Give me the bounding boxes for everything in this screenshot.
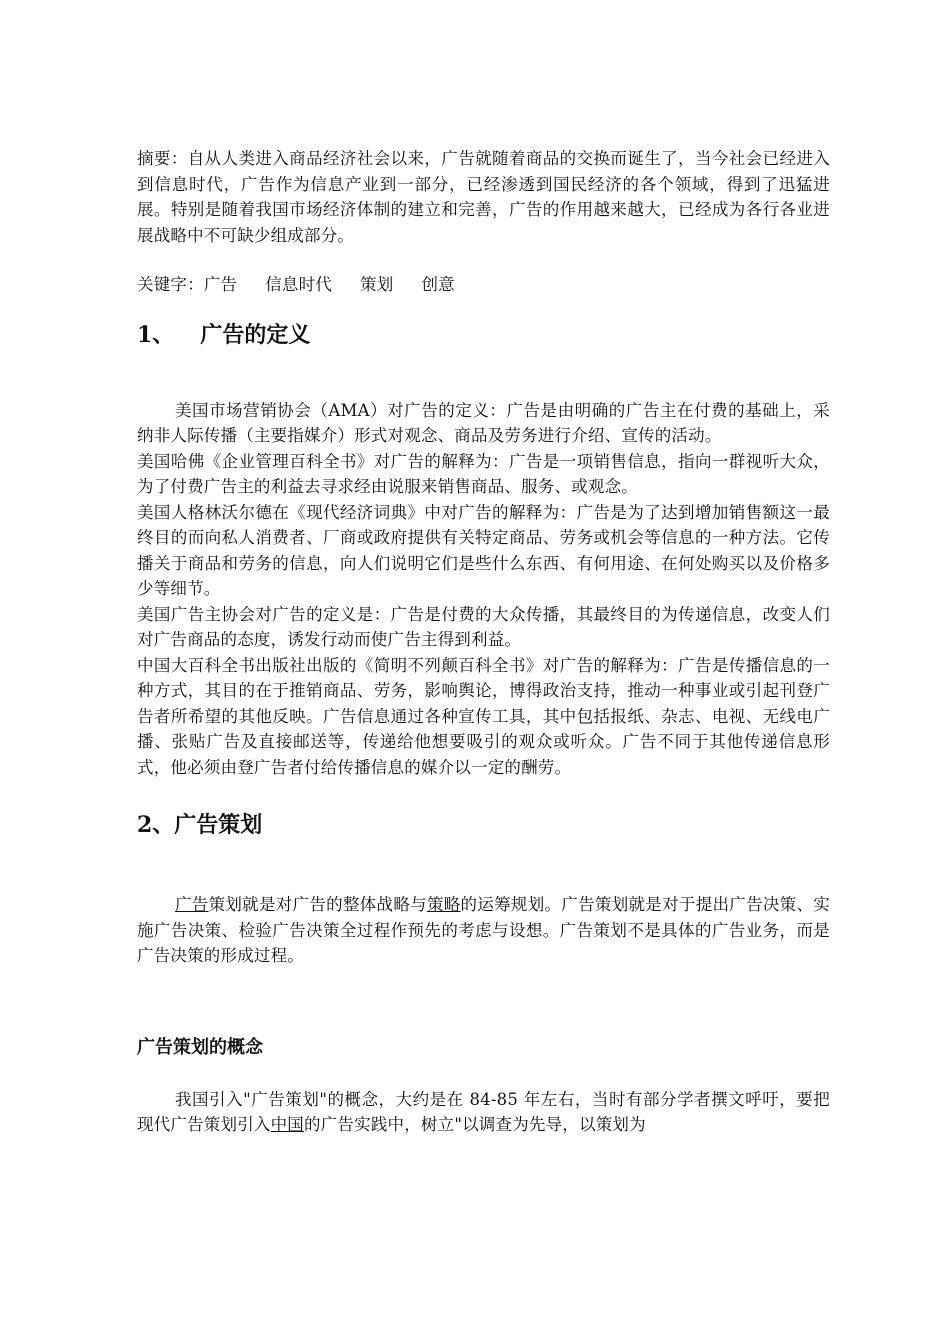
keywords-line (137, 272, 830, 298)
section-1-number: 1、 (137, 321, 175, 348)
abstract-paragraph: 摘要：自从人类进入商品经济社会以来，广告就随着商品的交换而诞生了，当今社会已经进入到信息时代，广告作为信息产业到一部分，已经渗透到国民经济的各个领域，得到了迅猛进展。特别是随着我国市场经济体制的建立和完善，广告的作用越来越大，已经成为各行各业进展战略中不可缺少组成部分。 (137, 149, 830, 245)
section-2-paragraph: 广告策划就是对广告的整体战略与策略的运筹规划。广告策划就是对于提出广告决策、实施广告决策、检验广告决策全过程作预先的考虑与设想。广告策划不是具体的广告业务，而是广告决策的形成过程。 (137, 895, 830, 965)
document-page (137, 146, 830, 1138)
keyword-3: 策划 (360, 275, 394, 294)
section-1-paragraph-4: 美国广告主协会对广告的定义是：广告是付费的大众传播，其最终目的为传递信息，改变人们对广告商品的态度，诱发行动而使广告主得到利益。 (137, 604, 830, 649)
link-guanggao[interactable]: 广告 (175, 895, 209, 914)
section-1-paragraph-2: 美国哈佛《企业管理百科全书》对广告的解释为：广告是一项销售信息，指向一群视听大众，为了付费广告主的利益去寻求经由说服来销售商品、服务、或观念。 (137, 451, 830, 496)
subsection-paragraph: 我国引入"广告策划"的概念，大约是在 84-85 年左右，当时有部分学者撰文呼吁，要把现代广告策划引入中国的广告实践中，树立"以调查为先导，以策划为 (137, 1089, 830, 1134)
keyword-4: 创意 (421, 275, 455, 294)
section-1-paragraph-5: 中国大百科全书出版社出版的《简明不列颠百科全书》对广告的解释为：广告是传播信息的一种方式，其目的在于推销商品、劳务，影响舆论，博得政治支持，推动一种事业或引起刊登广告者所希望的其他反映。广告信息通过各种宣传工具，其中包括报纸、杂志、电视、无线电广播、张贴广告及直接邮送等，传递给他想要吸引的观众或听众。广告不同于其他传递信息形式，他必须由登广告者付给传播信息的媒介以一定的酬劳。 (137, 655, 830, 777)
section-1-title: 广告的定义 (200, 321, 311, 348)
section-1-heading (137, 320, 830, 350)
link-celue[interactable]: 策略 (426, 895, 461, 914)
section-2-heading: 2、广告策划 (137, 812, 263, 838)
link-zhongguo[interactable]: 中国 (270, 1115, 305, 1134)
keywords-label: 关键字： (137, 275, 204, 294)
keyword-2: 信息时代 (265, 275, 333, 294)
subsection-heading: 广告策划的概念 (137, 1036, 263, 1058)
section-1-paragraph-1: 美国市场营销协会（AMA）对广告的定义：广告是由明确的广告主在付费的基础上，采纳非人际传播（主要指媒介）形式对观念、商品及劳务进行介绍、宣传的活动。 (137, 400, 830, 445)
section-1-paragraph-3: 美国人格林沃尔德在《现代经济词典》中对广告的解释为：广告是为了达到增加销售额这一最终目的而向私人消费者、厂商或政府提供有关特定商品、劳务或机会等信息的一种方法。它传播关于商品和劳务的信息，向人们说明它们是些什么东西、有何用途、在何处购买以及价格多少等细节。 (137, 502, 830, 598)
keyword-1: 广告 (203, 275, 238, 294)
